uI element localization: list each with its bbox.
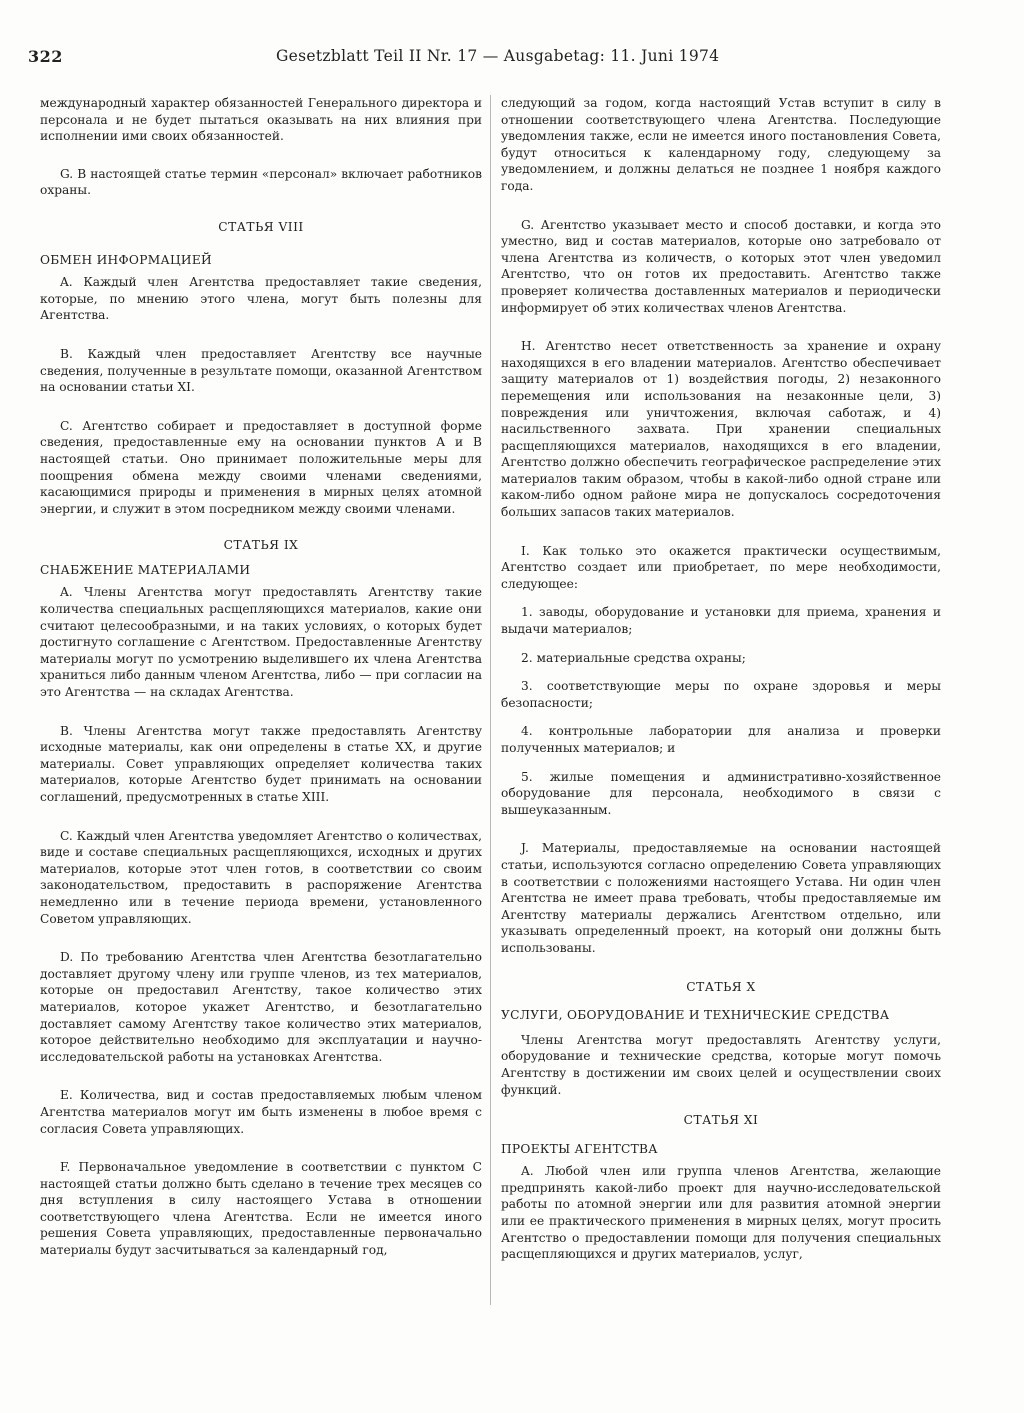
article-8-title: СТАТЬЯ VIII (218, 219, 304, 234)
paragraph-8b: B. Каждый член предоставляет Агентству все научные сведения, полученные в результате помощи, оказанной Агентством на основании статьи XI. (40, 346, 482, 395)
paragraph-continuation: международный характер обязанностей Генерального директора и персонала и не будет пытаться оказывать на них влияния при исполнении ими своих обязанностей. (40, 96, 482, 144)
article-11-heading: ПРОЕКТЫ АГЕНТСТВА (501, 1141, 658, 1156)
article-9-title: СТАТЬЯ IX (223, 538, 299, 553)
article-10-heading: УСЛУГИ, ОБОРУДОВАНИЕ И ТЕХНИЧЕСКИЕ СРЕДСТВА (501, 1008, 890, 1023)
paragraph-9e: E. Количества, вид и состав предоставляемых любым членом Агентства материалов могут им быть изменены в любое время с согласия Совета управляющих. (40, 1088, 482, 1136)
paragraph-9h: H. Агентство несет ответственность за хранение и охрану находящихся в его владении материалов. Агентство обеспечивает защиту материалов от 1) воздействия погоды, 2) незаконного перемещения или использования на незаконные цели, 3) повреждения или уничтожения, включая саботаж, и 4) насильственного захвата. При хранении специальных расщепляющихся материалов, находящихся в его владении, Агентство должно обеспечить географическое распределение этих материалов таким образом, чтобы в какой-либо одной стране или каком-либо одном районе мира не допускалось сосредоточения больших запасов таких материалов. (501, 339, 941, 520)
article-9-heading: СНАБЖЕНИЕ МАТЕРИАЛАМИ (40, 562, 251, 577)
list-item-1: 1. заводы, оборудование и установки для приема, хранения и выдачи материалов; (501, 605, 941, 637)
article-8-heading: ОБМЕН ИНФОРМАЦИЕЙ (40, 252, 212, 267)
paragraph-10: Члены Агентства могут предоставлять Агентству услуги, оборудование и технические средства, которые могут помочь Агентству в достижении им своих целей и осуществлении своих функций. (501, 1032, 941, 1097)
page-number: 322 (28, 47, 63, 66)
paragraph-8a: A. Каждый член Агентства предоставляет такие сведения, которые, по мнению этого члена, могут быть полезны для Агентства. (40, 275, 482, 323)
paragraph-9c: C. Каждый член Агентства уведомляет Агентство о количествах, виде и составе специальных расщепляющихся, исходных и других материалов, которые этот член готов, в соответствии со своим законодательством, предоставить в распоряжение Агентства немедленно или в течение периода времени, установленного Советом управляющих. (40, 828, 482, 926)
list-item-4: 4. контрольные лаборатории для анализа и проверки полученных материалов; и (501, 724, 941, 755)
list-item-3: 3. соответствующие меры по охране здоровья и меры безопасности; (501, 679, 941, 710)
paragraph-8c: C. Агентство собирает и предоставляет в доступной форме сведения, предоставленные ему на основании пунктов A и B настоящей статьи. Оно принимает положительные меры для поощрения обмена между своими членами сведениями, касающимися природы и применения в мирных целях атомной энергии, и служит в этом посредником между своими членами. (40, 418, 482, 516)
paragraph-9j: J. Материалы, предоставляемые на основании настоящей статьи, используются согласно определению Совета управляющих в соответствии с положениями настоящего Устава. Ни один член Агентства не имеет права требовать, чтобы предоставляемые им Агентству материалы держались Агентством отдельно, или указывать определенный проект, на который они должны быть использованы. (501, 841, 941, 955)
paragraph-9g: G. Агентство указывает место и способ доставки, и когда это уместно, вид и состав материалов, которые оно затребовало от члена Агентства из количеств, о которых этот член уведомил Агентство, что он готов их предоставить. Агентство также проверяет количества доставленных материалов и периодически информирует об этих количествах членов Агентства. (501, 217, 941, 315)
list-item-5: 5. жилые помещения и административно-хозяйственное оборудование для персонала, необходимого в связи с вышеуказанным. (501, 769, 941, 817)
paragraph-8g: G. В настоящей статье термин «персонал» включает работников охраны. (40, 166, 482, 198)
paragraph-9b: B. Члены Агентства могут также предоставлять Агентству исходные материалы, как они определены в статье XX, и другие материалы. Совет управляющих определяет количества таких материалов, которые Агентство будет принимать на основании соглашений, предусмотренных в статье XIII. (40, 723, 482, 804)
article-10-title: СТАТЬЯ X (686, 979, 756, 994)
column-divider (490, 95, 491, 1305)
page-header (28, 47, 958, 71)
paragraph-9a: A. Члены Агентства могут предоставлять Агентству такие количества специальных расщепляющихся материалов, какие они считают целесообразными, и на таких условиях, о которых будет достигнуто соглашение с Агентством. Предоставленные Агентству материалы могут по усмотрению выделившего их члена Агентства храниться либо данным членом Агентства, либо — при согласии на это Агентства — на складах Агентства. (40, 585, 482, 700)
paragraph-9i: I. Как только это окажется практически осуществимым, Агентство создает или приобретает, по мере необходимости, следующее: (501, 543, 941, 591)
paragraph-11a: A. Любой член или группа членов Агентства, желающие предпринять какой-либо проект для научно-исследовательской работы по атомной энергии или для развития атомной энергии или ее практического применения в мирных целях, могут просить Агентство о предоставлении помощи для получения специальных расщепляющихся и других материалов, услуг, (501, 1164, 941, 1262)
right-column (501, 95, 941, 1263)
paragraph-9d: D. По требованию Агентства член Агентства безотлагательно доставляет другому члену или группе членов, из тех материалов, которые он предоставил Агентству, такое количество этих материалов, которое укажет Агентство, и безотлагательно доставляет самому Агентству такое количество этих материалов, которое действительно необходимо для эксплуатации и научно-исследовательской работы на установках Агентства. (40, 950, 482, 1064)
list-item-2: 2. материальные средства охраны; (521, 650, 746, 665)
article-11-title: СТАТЬЯ XI (683, 1113, 759, 1128)
paragraph-9f-continuation: следующий за годом, когда настоящий Устав вступит в силу в отношении соответствующего члена Агентства. Последующие уведомления также, если не имеется иного постановления Совета, будут относиться к календарному году, следующему за уведомлением, и должны делаться не позднее 1 ноября каждого года. (501, 96, 941, 193)
paragraph-9f: F. Первоначальное уведомление в соответствии с пунктом C настоящей статьи должно быть сделано в течение трех месяцев со дня вступления в силу настоящего Устава в отношении соответствующего члена Агентства. Если не имеется иного решения Совета управляющих, предоставленные первоначально материалы будут засчитываться за календарный год, (40, 1160, 482, 1258)
running-head: Gesetzblatt Teil II Nr. 17 — Ausgabetag: 11. Juni 1974 (276, 47, 720, 65)
left-column (40, 95, 482, 1259)
